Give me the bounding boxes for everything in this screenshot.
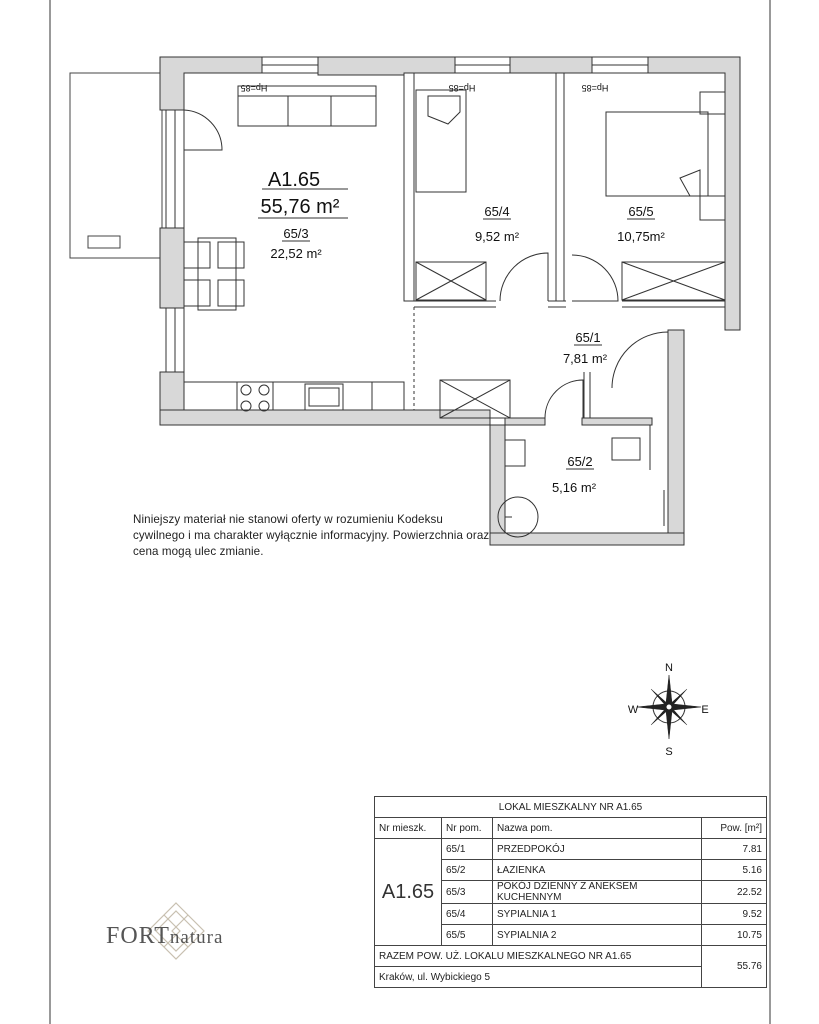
unit-cell: A1.65 — [375, 839, 442, 946]
unit-labels — [258, 169, 666, 495]
unit-code: A1.65 — [267, 169, 321, 191]
room-num-cell: 65/3 — [442, 881, 493, 904]
room-number: 65/2 — [567, 454, 593, 469]
room-number: 65/1 — [575, 330, 601, 345]
balcony-drain — [88, 236, 120, 248]
room-area-cell: 9.52 — [702, 904, 767, 925]
room-number: 65/3 — [283, 226, 309, 241]
total-value: 55.76 — [702, 946, 767, 988]
room-num-cell: 65/1 — [442, 839, 493, 860]
compass-east: E — [701, 704, 709, 716]
unit-area: 55,76 m² — [260, 196, 340, 218]
address: Kraków, ul. Wybickiego 5 — [375, 967, 702, 988]
room-num-cell: 65/5 — [442, 925, 493, 946]
compass-south: S — [665, 746, 673, 758]
kitchen — [184, 382, 404, 411]
col-header-area: Pow. [m²] — [702, 818, 767, 839]
col-header-unit: Nr mieszk. — [375, 818, 442, 839]
compass-west: W — [627, 704, 639, 716]
room-area: 22,52 m² — [270, 246, 322, 261]
room-area: 5,16 m² — [551, 480, 597, 495]
room-name-cell: POKÓJ DZIENNY Z ANEKSEM KUCHENNYM — [493, 881, 702, 904]
balcony — [70, 73, 162, 258]
room-legend-table — [374, 796, 767, 988]
col-header-name: Nazwa pom. — [493, 818, 702, 839]
room-name-cell: ŁAZIENKA — [493, 860, 702, 881]
window-label: Hp=85 — [581, 83, 609, 93]
room-area: 10,75m² — [617, 229, 665, 244]
room-area-cell: 22.52 — [702, 881, 767, 904]
legend-title: LOKAL MIESZKALNY NR A1.65 — [375, 797, 767, 818]
room-area: 7,81 m² — [562, 351, 608, 366]
beds — [416, 90, 725, 220]
logo-part1: FORT — [106, 923, 170, 949]
room-name-cell: SYPIALNIA 1 — [493, 904, 702, 925]
room-area: 9,52 m² — [474, 229, 520, 244]
window-label: Hp=85 — [448, 83, 476, 93]
total-label: RAZEM POW. UŻ. LOKALU MIESZKALNEGO NR A1.65 — [375, 946, 702, 967]
logo-part2: natura — [169, 927, 224, 948]
compass-rose — [628, 662, 709, 758]
doors — [184, 110, 668, 418]
room-name-cell: SYPIALNIA 2 — [493, 925, 702, 946]
window-label: Hp=85 — [240, 83, 268, 93]
room-num-cell: 65/4 — [442, 904, 493, 925]
table-row — [375, 839, 767, 860]
room-num-cell: 65/2 — [442, 860, 493, 881]
total-row — [375, 946, 767, 967]
dining-set — [184, 238, 244, 310]
col-header-room: Nr pom. — [442, 818, 493, 839]
room-name-cell: PRZEDPOKÓJ — [493, 839, 702, 860]
room-number: 65/5 — [628, 204, 654, 219]
room-area-cell: 7.81 — [702, 839, 767, 860]
room-area-cell: 5.16 — [702, 860, 767, 881]
room-number: 65/4 — [484, 204, 510, 219]
compass-north: N — [665, 662, 673, 674]
disclaimer-note: Niniejszy materiał nie stanowi oferty w rozumieniu Kodeksu cywilnego i ma charakter wyłącznie informacyjny. Powierzchnia oraz cena mogą ulec zmianie. — [133, 513, 490, 558]
logo — [106, 923, 223, 950]
room-area-cell: 10.75 — [702, 925, 767, 946]
